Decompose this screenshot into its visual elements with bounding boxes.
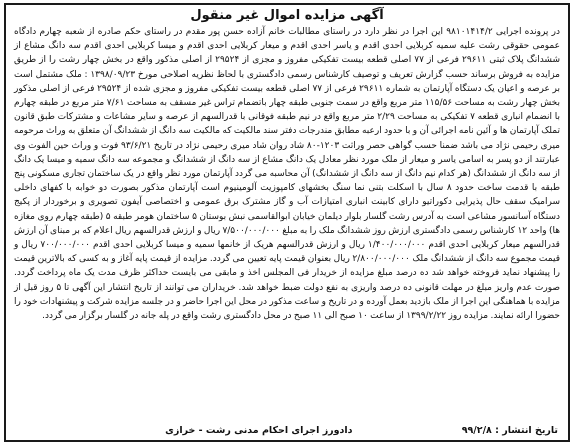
footer-spacer	[16, 424, 56, 438]
auction-notice	[4, 3, 570, 442]
notice-body: در پرونده اجرایی ۹۸۱۰۱۴۱۴/۲ این اجرا در نظر دارد در راستای مطالبات خانم آزاده حسن پور مقدم در راستای حکم صادره از شعبه چهارم دادگاه عمومی حقوقی رشت علیه سمیه کربلایی احدی اقدم و یاسر احدی اقدم و میعار کربلایی احدی اقدم و میسا کربلایی احدی اقدم سه دانگ مشاع از ششدانگ پلاک ثبتی ۲۹۶۱۱ فرعی از ۷۷ اصلی قطعه بیست تفکیکی مفروز و مجزی از ۲۹۵۲۴ از اصلی مذکور واقع در بخش چهار رشت را از طریق مزایده به فروش برساند حسب گزارش تعریف و توصیف کارشناس رسمی دادگستری با لحاظ نظریه اصلاحی مورخ ۱۳۹۸/۰۹/۲۳ : ملک مشتمل است بر عرصه و اعیان یک دستگاه آپارتمان به شماره ۲۹۶۱۱ فرعی از ۷۷ اصلی قطعه بیست تفکیکی مفروز و مجزی شده از ۲۹۵۲۴ فرعی از اصلی مذکور بخش چهار رشت به مساحت ۱۱۵/۵۶ متر مربع واقع در سمت جنوبی طبقه چهار باتضمام تراس غیر مسقف به مساحت ۷/۶۱ متر مربع در طبقه چهارم با انضمام انباری قطعه ۷ تفکیکی به مساحت ۲/۲۹ متر مربع واقع در نیم طبقه فوقانی با قدرالسهم از عرصه و سایر مشاعات و مشترکات طبق قانون تملک آپارتمان ها و آئین نامه اجرائی آن و با حدود ارعبه مطابق مندرجات دفتر سند مالکیت که مالکیت سه دانگ از ششدانگ آن متعلق به وراث مرحومه میری رحیمی نژاد می باشد ضمنا حسب گواهی حصر وراثت ۱۲۰۳-۸۰ شاد روان شاد میری رحیمی نژاد در تاریخ ۹۳/۶/۲۱ فوت و وراث حین الفوت وی عبارتند از دو پسر به اسامی یاسر و میعار از ملک مورد نظر معادل یک دانگ مشاع از سه دانگ از ششدانگ و مجموعه سه دانگ سمیه و میسا یک دانگ از سه دانگ از ششدانگ (هر کدام نیم دانگ از سه دانگ از ششدانگ) آن محاسبه می گردد آپارتمان مورد نظر واقع در یک ساختمان تجاری مسکونی پنج طبقه با قدمت ساخت حدود ۸ سال با اسکلت بتنی نما سنگ بخشهای کامپوزیت آلومینیوم است آپارتمان مذکور بصورت دو خوابه با کفهای داخلی سرامیک سقف حال پذیرایی دکوراتیو دارای کابینت انباری امتیازات آب و گاز مشترک برق عمومی و اختصاصی آیفون تصویری و برخوردار از پکیج دستگاه آسانسور مشاعی است به آدرس رشت گلسار بلوار دیلمان خیابان ابوالقاسمی نبش بوستان ۵ ساختمان هومر طبقه ۵ (طبقه چهارم روی مغازه ها) واحد ۱۲ کارشناس رسمی دادگستری ارزش روز ششدانگ ملک را به مبلغ ۷/۵۰۰/۰۰۰/۰۰۰ ریال و ارزش قدرالسهم ریال اعلام که بر مبنای آن ارزش قدرالسهم میعار کربلایی احدی اقدم ۱/۴۰۰/۰۰۰/۰۰۰ ریال و ارزش قدرالسهم هریک از خانمها سمیه و میسا کربلایی احدی اقدم ۷۰۰/۰۰۰/۰۰۰ ریال و قیمت مجموع سه دانگ از ششدانگ ملک ۲/۸۰۰/۰۰۰/۰۰۰ ریال بعنوان قیمت پایه تعیین می گردد. مزایده از قیمت پایه آغاز و به کسی که بالاترین قیمت را پیشنهاد نماید فروخته خواهد شد ده درصد مبلغ مزایده از خریدار فی المجلس اخذ و مابقی می بایست حداکثر ظرف مدت یک ماه پرداخت گردد. صورت عدم واریز مبلغ در مهلت قانونی ده درصد واریزی به نفع دولت ضبط خواهد شد. خریداران می توانند از تاریخ انتشار این آگهی تا ۵ روز قبل از مزایده با هماهنگی این اجرا از ملک بازدید بعمل آورده و در تاریخ و ساعت مذکور در محل این اجرا حاضر و در جلسه مزایده شرکت و پیشنهادات خود را حضورا ارائه نمایند. مزایده روز ۱۳۹۹/۲/۲۲ از ساعت ۱۰ صبح الی ۱۱ صبح در محل دادگستری رشت واقع در پله جانه در گلسار برگزار می گردد.	[14, 27, 561, 322]
issuer-signature: دادورز اجرای احکام مدنی رشت - خرازی	[165, 425, 353, 436]
publish-date: تاریخ انتشار : ۹۹/۲/۸	[461, 425, 558, 436]
notice-title: آگهی مزایده اموال غیر منقول	[190, 8, 384, 23]
notice-footer	[6, 424, 568, 438]
